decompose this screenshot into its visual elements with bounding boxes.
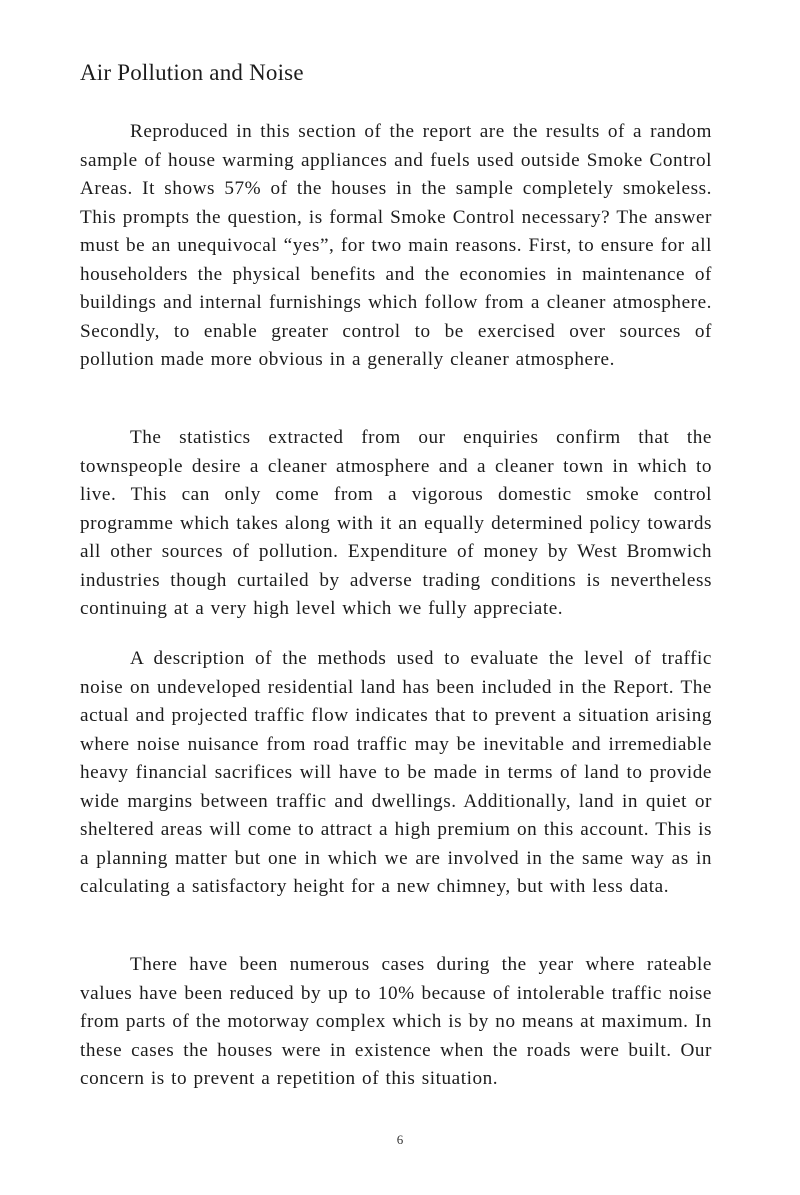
paragraph-statistics: The statistics extracted from our enquiries confirm that the townspeople desire a cleaner atmosphere and a cleaner town in which to live. This can only come from a vigorous domestic smoke control programme which takes along with it an equally determined policy towards all other sources of pollution. Expenditure of money by West Bromwich industries though curtailed by adverse trading conditions is nevertheless continuing at a very high level which we fully appreciate.: [80, 427, 712, 619]
paragraph-rateable-values: There have been numerous cases during the year where rateable values have been reduced by up to 10% because of intolerable traffic noise from parts of the motorway complex which is by no means at maximum. In these cases the houses were in existence when the roads were built. Our concern is to prevent a repetition of this situation.: [80, 954, 712, 1089]
paragraph-traffic-noise: A description of the methods used to evaluate the level of traffic noise on undeveloped residential land has been included in the Report. The actual and projected traffic flow indicates that to prevent a situation arising where noise nuisance from road traffic may be inevitable and irremediable heavy financial sacrifices will have to be made in terms of land to provide wide margins between traffic and dwellings. Additionally, land in quiet or sheltered areas will come to attract a high premium on this account. This is a planning matter but one in which we are involved in the same way as in calculating a satisfactory height for a new chimney, but with less data.: [80, 648, 712, 897]
paragraph-smoke-control: Reproduced in this section of the report are the results of a random sample of house warming appliances and fuels used outside Smoke Control Areas. It shows 57% of the houses in the sample completely smokeless. This prompts the question, is formal Smoke Control necessary? The answer must be an unequivocal “yes”, for two main reasons. First, to ensure for all householders the physical benefits and the economies in maintenance of buildings and internal furnishings which follow from a cleaner atmosphere. Secondly, to enable greater control to be exercised over sources of pollution made more obvious in a generally cleaner atmosphere.: [80, 121, 712, 370]
section-heading: Air Pollution and Noise: [80, 60, 304, 85]
page-number: 6: [396, 1132, 404, 1147]
